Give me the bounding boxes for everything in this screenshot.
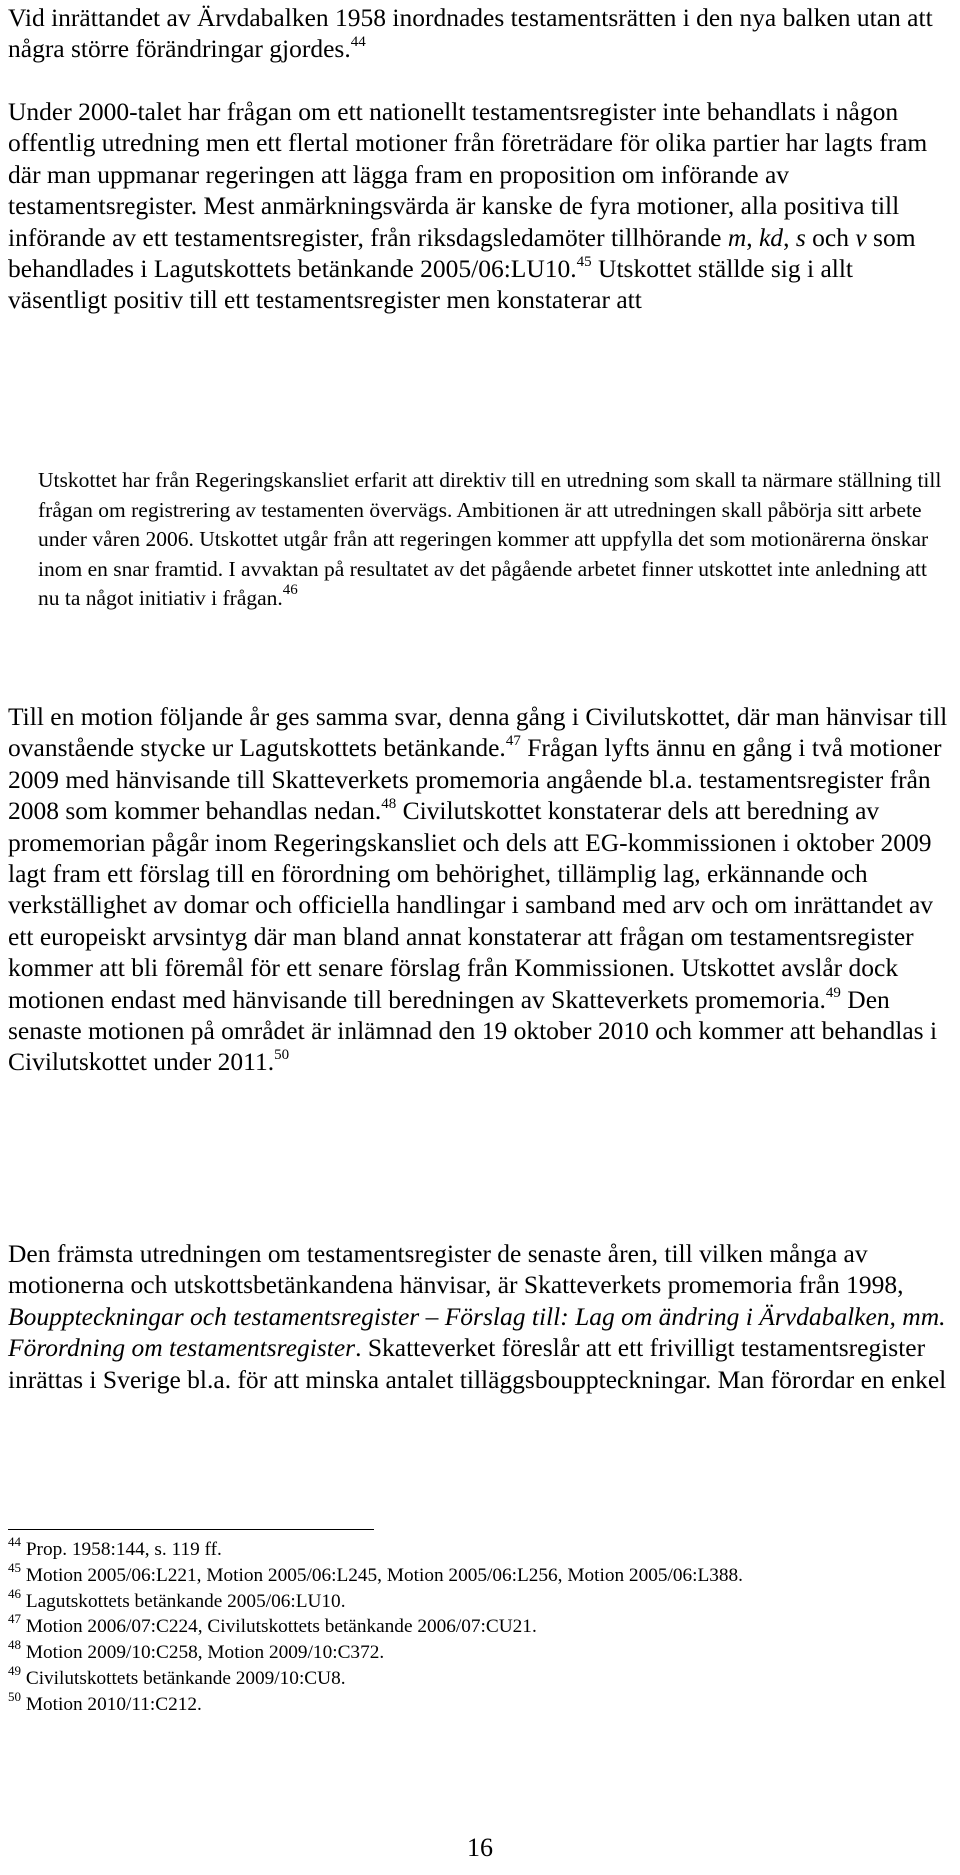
footnote-ref: 48	[381, 796, 397, 813]
footnote	[8, 1559, 952, 1589]
paragraph-motions	[8, 96, 952, 316]
footnote-ref: 46	[282, 582, 298, 599]
conjunction: och	[805, 222, 856, 252]
footnote-text: Motion 2006/07:C224, Civilutskottets betänkande 2006/07:CU21.	[25, 1616, 537, 1638]
paragraph-civilutskottet	[8, 701, 952, 1078]
paragraph-text: Den främsta utredningen om testamentsregister de senaste åren, till vilken många av motionerna och utskottsbetänkandena hänvisar, är Skatteverkets promemoria från 1998,	[8, 1239, 904, 1300]
page-number: 16	[467, 1833, 493, 1862]
paragraph-text: Den senaste motionen på området är inlämnad den 19 oktober 2010 och kommer att behandlas i Civilutskottet under 2011.	[8, 984, 938, 1077]
footnote-number: 47	[8, 1611, 21, 1627]
footnote-number: 48	[8, 1637, 21, 1653]
footnote	[8, 1662, 952, 1692]
footnote-text: Motion 2009/10:C258, Motion 2009/10:C372.	[25, 1642, 385, 1664]
footnote	[8, 1611, 952, 1640]
footnote-text: Prop. 1958:144, s. 119 ff.	[25, 1539, 222, 1560]
footnote-text: Motion 2005/06:L221, Motion 2005/06:L245, Motion 2005/06:L256, Motion 2005/06:L388.	[25, 1564, 744, 1586]
party-abbrev: kd	[758, 222, 784, 252]
footnote-number: 44	[8, 1534, 21, 1549]
paragraph-text: Civilutskottet konstaterar dels att beredning av promemorian pågår inom Regeringskansliet och dels att EG-kommissionen i oktober 2009 lagt fram ett förslag till en förordning om behörighet, tillämplig lag, erkännande och verkställighet av domar och officiella handlingar i samband med arv och om inrättandet av ett europeiskt arvsintyg där man bland annat konstaterar att frågan om testamentsregister kommer att bli föremål för ett senare förslag från Kommissionen. Utskottet avslår dock motionen endast med hänvisande till beredningen av Skatteverkets promemoria.	[8, 796, 934, 1014]
footnote	[8, 1534, 952, 1563]
party-abbrev: v	[855, 222, 867, 252]
paragraph-text: Vid inrättandet av Ärvdabalken 1958 inordnades testamentsrätten i den nya balken utan att några större förändringar gjordes.	[8, 3, 933, 64]
footnote-text: Motion 2010/11:C212.	[25, 1693, 202, 1715]
footnote-number: 49	[8, 1662, 21, 1678]
footnote-number: 45	[8, 1559, 21, 1575]
paragraph-text: som behandlades i Lagutskottets betänkande 2005/06:LU10.	[8, 222, 916, 284]
paragraph-text: Frågan lyfts ännu en gång i två motioner 2009 med hänvisande till Skatteverkets promemoria angående bl.a. testamentsregister från 2008 som kommer behandlas nedan.	[8, 733, 942, 826]
footnote-ref: 50	[274, 1047, 290, 1064]
footnote-text: Lagutskottets betänkande 2005/06:LU10.	[25, 1590, 346, 1612]
block-quote	[38, 466, 952, 614]
paragraph-skatteverket	[8, 1238, 952, 1395]
paragraph-text: Under 2000-talet har frågan om ett nationellt testamentsregister inte behandlats i någon offentlig utredning men ett flertal motioner från företrädare för olika partier har lagts fram där man uppmanar regeringen att lägga fram en proposition om införande av testamentsregister. Mest anmärkningsvärda är kanske de fyra motioner, alla positiva till införande av ett testamentsregister, från riksdagsledamöter tillhörande	[8, 97, 928, 252]
footnote-divider	[8, 1529, 374, 1530]
separator: ,	[746, 222, 759, 252]
footnote-ref: 44	[350, 34, 366, 51]
footnote-number: 50	[8, 1688, 21, 1704]
footnote-number: 46	[8, 1585, 21, 1601]
footnote-ref: 45	[576, 254, 592, 271]
footnote	[8, 1637, 952, 1666]
paragraph-text: . Skatteverket föreslår att ett frivilligt testamentsregister inrättas i Sverige bl.a. för att minska antalet tilläggsbouppteckningar. Man förordar en enkel	[8, 1333, 947, 1394]
footnote-text: Civilutskottets betänkande 2009/10:CU8.	[25, 1667, 346, 1689]
footnotes	[8, 1534, 952, 1718]
separator: ,	[783, 222, 796, 252]
party-abbrev: s	[795, 222, 806, 252]
footnote-ref: 49	[825, 984, 841, 1001]
party-abbrev: m	[727, 222, 747, 252]
footnote	[8, 1688, 952, 1718]
report-title: Bouppteckningar och testamentsregister – Förslag till: Lag om ändring i Ärvdabalken, mm. Förordning om testamentsregister	[8, 1301, 946, 1363]
footnote-ref: 47	[505, 733, 521, 750]
footnote	[8, 1585, 952, 1615]
paragraph-text: Till en motion följande år ges samma svar, denna gång i Civilutskottet, där man hänvisar till ovanstående stycke ur Lagutskottets betänkande.	[8, 702, 948, 763]
quote-text: Utskottet har från Regeringskansliet erfarit att direktiv till en utredning som skall ta närmare ställning till frågan om registrering av testamenten övervägs. Ambitionen är att utredningen skall påbörja sitt arbete under våren 2006. Utskottet utgår från att regeringen kommer att uppfylla det som motionärerna önskar inom en snar framtid. I avvaktan på resultatet av det pågående arbetet finner utskottet inte anledning att nu ta något initiativ i frågan.	[38, 468, 942, 611]
paragraph-text: Utskottet ställde sig i allt väsentligt positiv till ett testamentsregister men konstaterar att	[8, 254, 854, 315]
paragraph-intro	[8, 2, 952, 65]
